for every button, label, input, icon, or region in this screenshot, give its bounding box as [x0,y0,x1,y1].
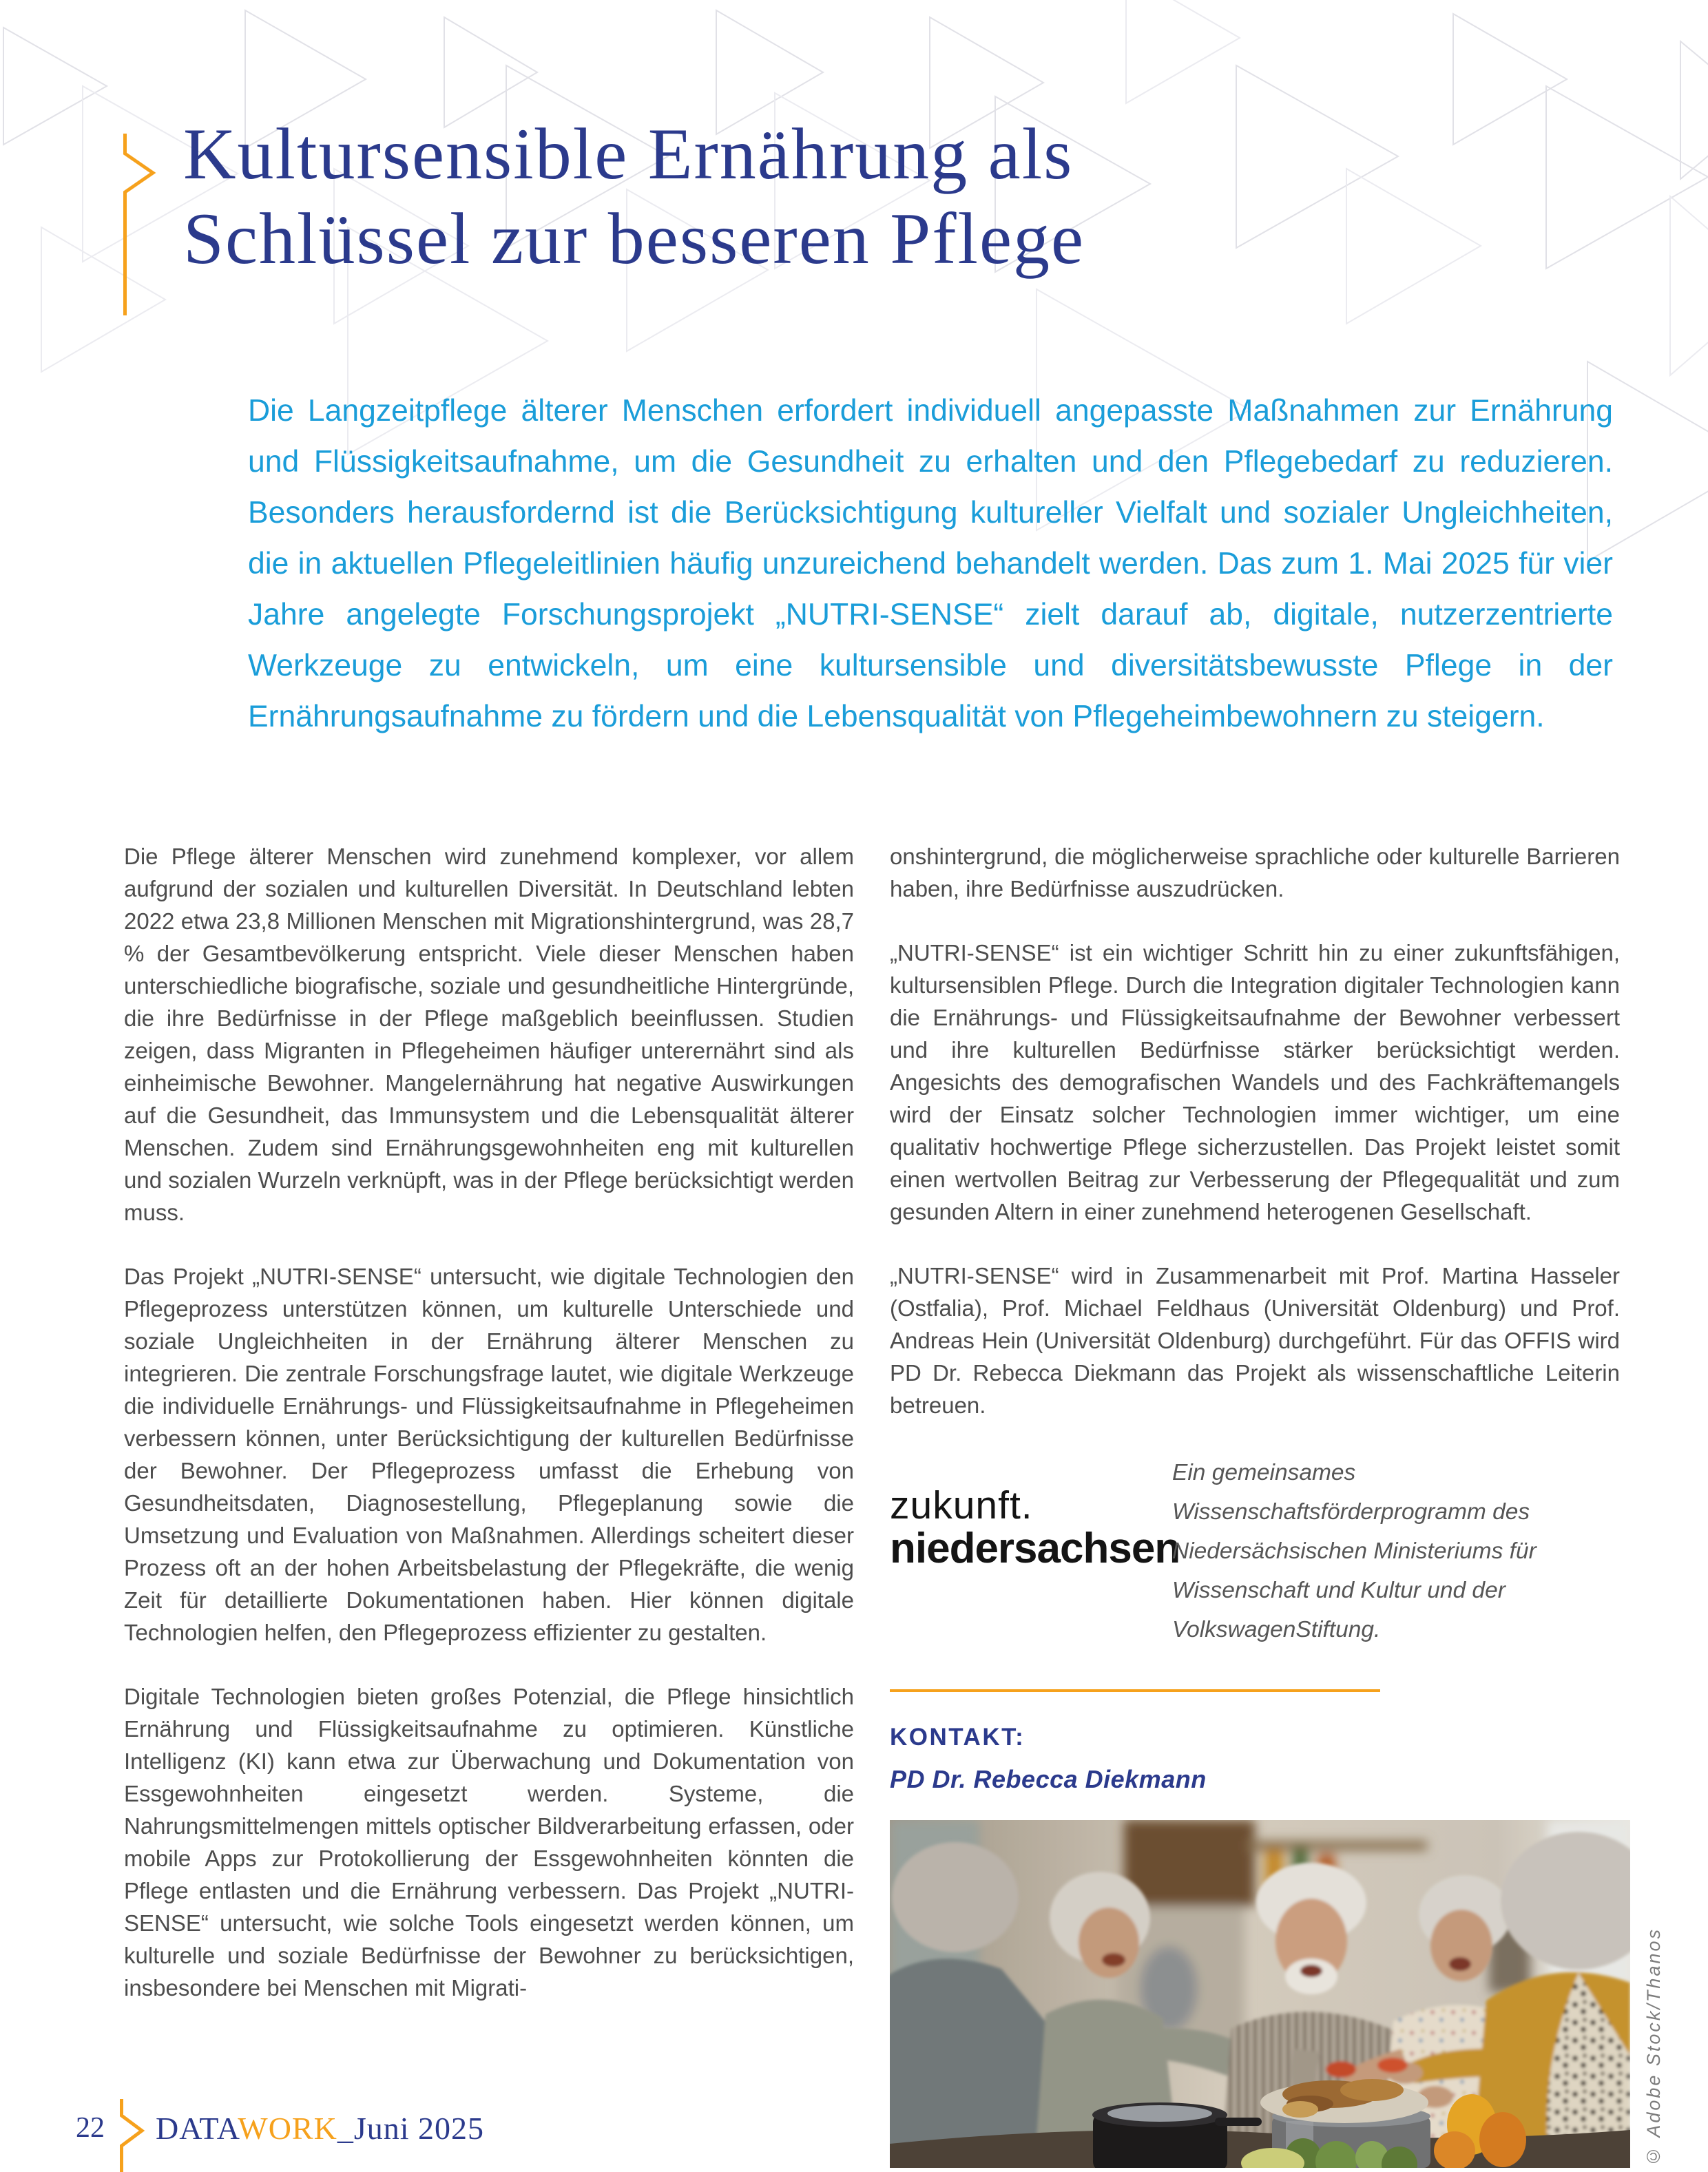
magazine-title-data: DATA [156,2111,238,2146]
funding-block [890,1453,1620,1649]
page-title [183,112,1561,281]
contact-label: KONTAKT: [890,1724,1025,1751]
kitchen-photo-illustration [890,1820,1630,2168]
magazine-title [156,2110,484,2147]
funding-note: Ein gemeinsames Wissenschaftsförderprogramm des Niedersächsischen Ministeriums für Wissenschaft und Kultur und der VolkswagenStiftung. [1172,1460,1537,1642]
body-column-left [124,840,854,2168]
body-paragraph: onshintergrund, die möglicherweise sprachliche oder kulturelle Barrieren haben, ihre Bedürfnisse auszudrücken. [890,844,1620,901]
body-columns [124,840,1664,2168]
intro-paragraph: Die Langzeitpflege älterer Menschen erfordert individuell angepasste Maßnahmen zur Ernährung und Flüssigkeitsaufnahme, um die Gesundheit zu erhalten und den Pflegebedarf zu reduzieren. Besonders herausfordernd ist die Berücksichtigung kultureller Vielfalt und sozialer Ungleichheiten, die in aktuellen Pflegeleitlinien häufig unzureichend behandelt werden. Das zum 1. Mai 2025 für vier Jahre angelegte Forschungsprojekt „NUTRI-SENSE“ zielt darauf ab, digitale, nutzerzentrierte Werkzeuge zu entwickeln, um eine kultursensible und diversitätsbewusste Pflege in der Ernährungsaufnahme zu fördern und die Lebensqualität von Pflegeheimbewohnern zu steigern. [248,394,1613,733]
magazine-title-work: WORK [238,2111,337,2146]
zukunft-niedersachsen-logo [890,1453,1180,1649]
photo-credit: © Adobe Stock/Thanos [1643,1927,1664,2166]
magazine-title-suffix: _Juni 2025 [337,2111,485,2146]
body-paragraph: Die Pflege älterer Menschen wird zunehmend komplexer, vor allem aufgrund der sozialen und kulturellen Diversität. In Deutschland lebten 2022 etwa 23,8 Millionen Menschen mit Migrationshintergrund, was 28,7 % der Gesamtbevölkerung entspricht. Viele dieser Menschen haben unterschiedliche biografische, soziale und gesundheitliche Hintergründe, die ihre Bedürfnisse in der Pflege maßgeblich beeinflussen. Studien zeigen, dass Migranten in Pflegeheimen häufiger unterernährt sind als einheimische Bewohner. Mangelernährung hat negative Auswirkungen auf die Gesundheit, das Immunsystem und die Lebensqualität älterer Menschen. Zudem sind Ernährungsgewohnheiten eng mit kulturellen und sozialen Wurzeln verknüpft, was in der Pflege berücksichtigt werden muss. [124,844,854,1225]
body-paragraph: „NUTRI-SENSE“ wird in Zusammenarbeit mit Prof. Martina Hasseler (Ostfalia), Prof. Michael Feldhaus (Universität Oldenburg) und Prof. Andreas Hein (Universität Oldenburg) durchgeführt. Für das OFFIS wird PD Dr. Rebecca Diekmann das Projekt als wissenschaftliche Leiterin betreuen. [890,1263,1620,1418]
chevron-right-icon [123,134,158,315]
body-paragraph: Das Projekt „NUTRI-SENSE“ untersucht, wie digitale Technologien den Pflegeprozess unterstützen können, um kulturelle Unterschiede und soziale Ungleichheiten in der Ernährung älterer Menschen zu integrieren. Die zentrale Forschungsfrage lautet, wie digitale Werkzeuge die individuelle Ernährungs- und Flüssigkeitsaufnahme in Pflegeheimen verbessern können, unter Berücksichtigung der kulturellen Bedürfnisse der Bewohner. Der Pflegeprozess umfasst die Erhebung von Gesundheitsdaten, Diagnosestellung, Pflegeplanung sowie die Umsetzung und Evaluation von Maßnahmen. Allerdings scheitert dieser Prozess oft an der hohen Arbeitsbelastung der Pflegekräfte, die wenig Zeit für detaillierte Dokumentationen haben. Hier können digitale Technologien helfen, den Pflegeprozess effizienter zu gestalten. [124,1264,854,1645]
contact-name: PD Dr. Rebecca Diekmann [890,1765,1207,1793]
chevron-right-icon [120,2099,147,2172]
logo-text-niedersachsen: niedersachsen [890,1525,1180,1572]
contact-divider [890,1689,1380,1692]
body-paragraph: Digitale Technologien bieten großes Potenzial, die Pflege hinsichtlich Ernährung und Flüssigkeitsaufnahme zu optimieren. Künstliche Intelligenz (KI) kann etwa zur Überwachung und Dokumentation von Essgewohnheiten eingesetzt werden. Systeme, die Nahrungsmittelmengen mittels optischer Bildverarbeitung erfassen, oder mobile Apps zur Protokollierung der Essgewohnheiten könnten die Pflege entlasten und die Ernährung verbessern. Das Projekt „NUTRI-SENSE“ untersucht, wie solche Tools eingesetzt werden können, um kulturelle und soziale Bedürfnisse der Bewohner zu berücksichtigen, insbesondere bei Menschen mit Migrati- [124,1684,854,2001]
kitchen-photo [890,1820,1664,2168]
logo-text-zukunft: zukunft. [890,1483,1033,1527]
page-footer [76,2093,696,2172]
page-title-line1: Kultursensible Ernährung als [183,114,1074,194]
body-column-right [890,840,1664,2168]
page-title-line2: Schlüssel zur besseren Pflege [183,198,1085,279]
page-number: 22 [76,2112,105,2144]
body-paragraph: „NUTRI-SENSE“ ist ein wichtiger Schritt hin zu einer zukunftsfähigen, kultursensiblen Pflege. Durch die Integration digitaler Technologien kann die Ernährungs- und Flüssigkeitsaufnahme der Bewohner verbessert und ihre kulturellen Bedürfnisse stärker berücksichtigt werden. Angesichts des demografischen Wandels und des Fachkräftemangels wird der Einsatz solcher Technologien immer wichtiger, um eine qualitativ hochwertige Pflege sicherzustellen. Das Projekt leistet somit einen wertvollen Beitrag zur Verbesserung der Pflegequalität und zum gesunden Altern in einer zunehmend heterogenen Gesellschaft. [890,940,1620,1224]
